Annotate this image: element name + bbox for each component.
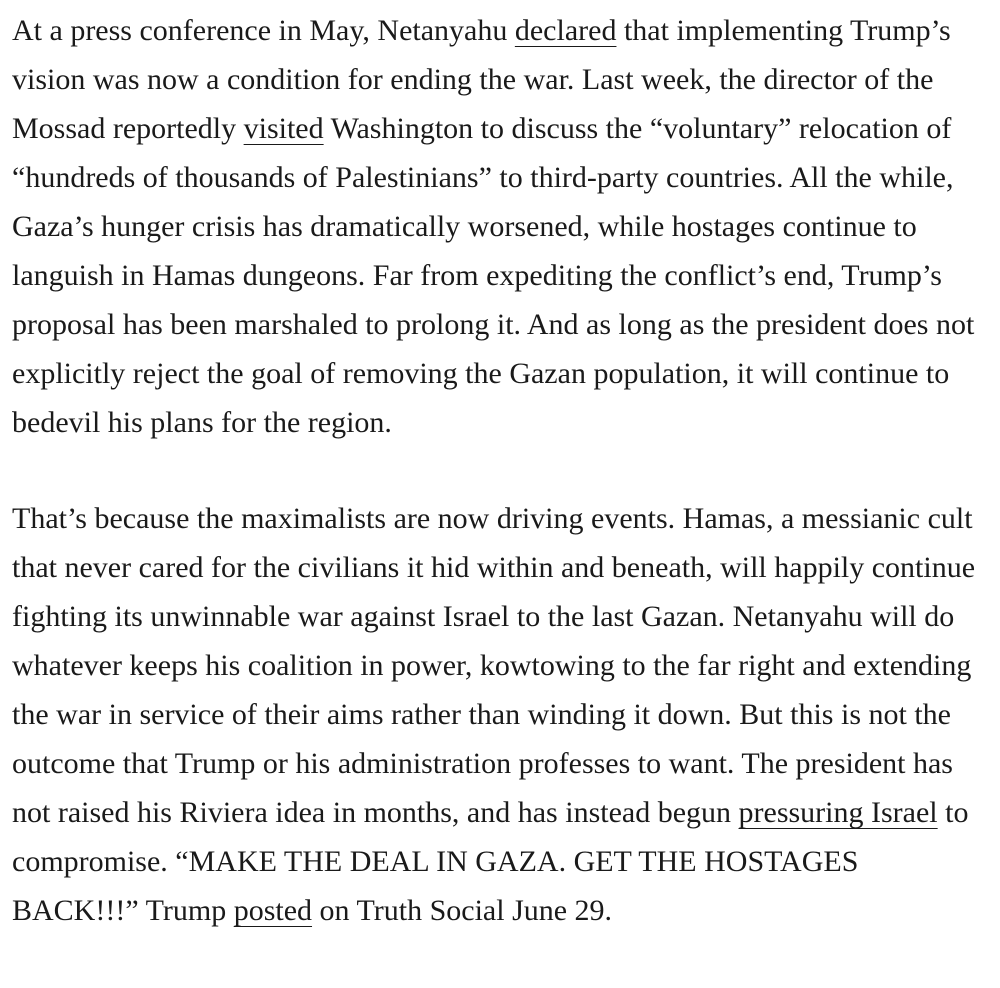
paragraph-1 bbox=[12, 6, 984, 447]
paragraph-2-text-3: on Truth Social June 29. bbox=[312, 894, 613, 927]
paragraph-1-text-2: that implementing Trump’s vision was now a condition for ending the war. Last week, the director of the Mossad reportedly bbox=[12, 14, 951, 145]
paragraph-2-text-2: to compromise. “MAKE THE DEAL IN GAZA. GET THE HOSTAGES BACK!!!” Trump bbox=[12, 796, 969, 927]
paragraph-2 bbox=[12, 494, 984, 935]
paragraph-1-text-1: At a press conference in May, Netanyahu bbox=[12, 14, 515, 47]
article-body bbox=[12, 6, 984, 935]
paragraph-1-text-3: Washington to discuss the “voluntary” relocation of “hundreds of thousands of Palestinians” to third-party countries. All the while, Gaza’s hunger crisis has dramatically worsened, while hostages continue to languish in Hamas dungeons. Far from expediting the conflict’s end, Trump’s proposal has been marshaled to prolong it. And as long as the president does not explicitly reject the goal of removing the Gazan population, it will continue to bedevil his plans for the region. bbox=[12, 112, 975, 439]
paragraph-2-text-1: That’s because the maximalists are now driving events. Hamas, a messianic cult that never cared for the civilians it hid within and beneath, will happily continue fighting its unwinnable war against Israel to the last Gazan. Netanyahu will do whatever keeps his coalition in power, kowtowing to the far right and extending the war in service of their aims rather than winding it down. But this is not the outcome that Trump or his administration professes to want. The president has not raised his Riviera idea in months, and has instead begun bbox=[12, 502, 976, 829]
link-declared[interactable]: declared bbox=[514, 14, 617, 47]
link-pressuring-israel[interactable]: pressuring Israel bbox=[738, 796, 938, 829]
link-visited[interactable]: visited bbox=[243, 112, 324, 145]
link-posted[interactable]: posted bbox=[233, 894, 313, 927]
